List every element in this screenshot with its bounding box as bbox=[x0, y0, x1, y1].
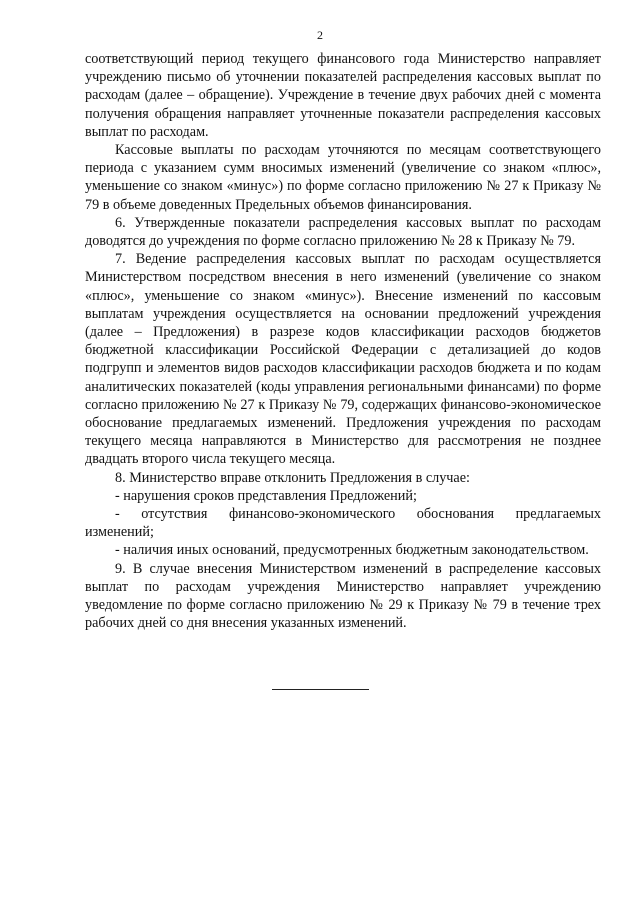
paragraph-item-6: 6. Утвержденные показатели распределения кассовых выплат по расходам доводятся до учреждения по форме согласно приложению № 28 к Приказу № 79. bbox=[85, 214, 601, 250]
closing-rule bbox=[272, 689, 369, 690]
document-body bbox=[85, 50, 601, 633]
list-item-deadline-violation: - нарушения сроков представления Предложений; bbox=[115, 487, 417, 504]
page-number: 2 bbox=[317, 28, 323, 42]
list-item-other-grounds: - наличия иных оснований, предусмотренных бюджетным законодательством. bbox=[115, 542, 589, 559]
paragraph-item-7: 7. Ведение распределения кассовых выплат по расходам осуществляется Министерством посредством внесения в него изменений (увеличение со знаком «плюс», уменьшение со знаком «минус»). Внесение изменений по кассовым выплатам учреждения осуществляется на основании предложений учреждения (далее – Предложения) в разрезе кодов классификации расходов бюджетов бюджетной классификации Российской Федерации с детализацией до кодов подгрупп и элементов видов расходов классификации расходов бюджета и по кодам аналитических показателей (коды управления региональными финансами) по форме согласно приложению № 27 к Приказу № 79, содержащих финансово-экономическое обоснование предлагаемых изменений. Предложения учреждения по расходам текущего месяца направляются в Министерство для рассмотрения не позднее двадцать второго числа текущего месяца. bbox=[85, 251, 601, 468]
list-item-no-justification: - отсутствия финансово-экономического обоснования предлагаемых изменений; bbox=[85, 506, 601, 541]
paragraph-cash-payments-clarification: Кассовые выплаты по расходам уточняются по месяцам соответствующего периода с указанием сумм вносимых изменений (увеличение со знаком «плюс», уменьшение со знаком «минус») по форме согласно приложению № 27 к Приказу № 79 в объеме доведенных Предельных объемов финансирования. bbox=[85, 142, 601, 213]
paragraph-continuation: соответствующий период текущего финансового года Министерство направляет учреждению письмо об уточнении показателей распределения кассовых выплат по расходам (далее – обращение). Учреждение в течение двух рабочих дней с момента получения обращения направляет уточненные показатели распределения кассовых выплат по расходам. bbox=[85, 51, 601, 140]
paragraph-item-9: 9. В случае внесения Министерством изменений в распределение кассовых выплат по расходам учреждения Министерство направляет учреждению уведомление по форме согласно приложению № 29 к Приказу № 79 в течение трех рабочих дней со дня внесения указанных изменений. bbox=[85, 560, 601, 632]
paragraph-item-8: 8. Министерство вправе отклонить Предложения в случае: bbox=[115, 469, 470, 486]
